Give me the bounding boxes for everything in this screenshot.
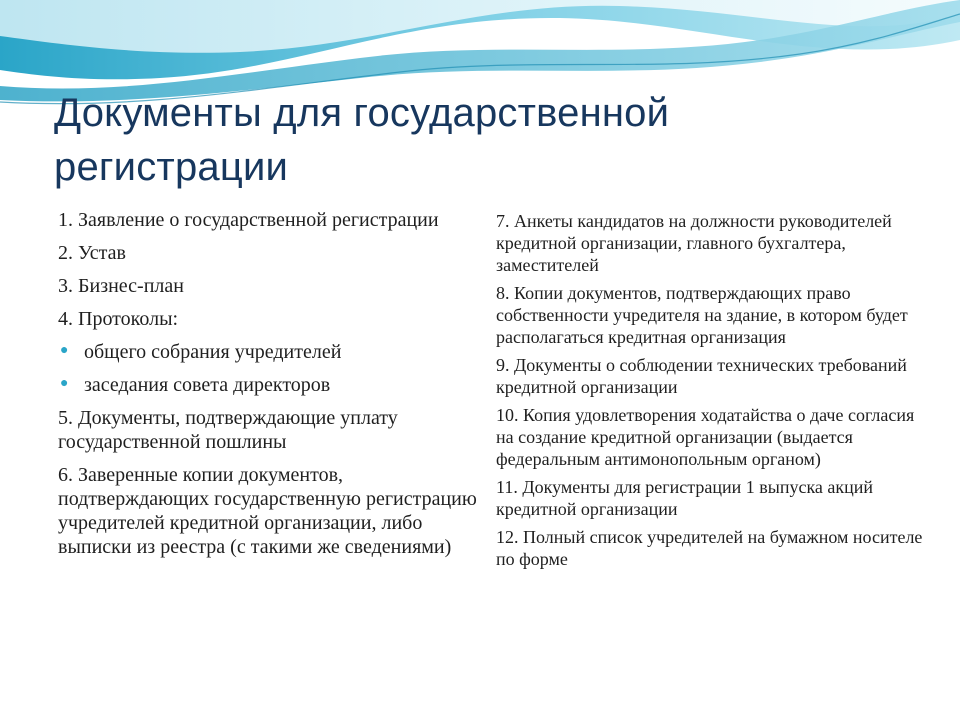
left-column [58,208,478,568]
sub-bullet-label: заседания совета директоров [84,374,331,396]
list-item-12: 12. Полный список учредителей на бумажном носителе по форме [496,527,923,569]
list-item-3: 3. Бизнес-план [58,275,184,297]
page-title: Документы для государственной регистрации [54,91,670,189]
list-item-4: 4. Протоколы: [58,308,179,330]
list-item-5: 5. Документы, подтверждающие уплату государственной пошлины [58,407,398,453]
sub-bullet-2 [58,373,478,397]
list-item-2: 2. Устав [58,242,126,264]
bullet-dot-icon: ● [60,376,69,391]
bullet-dot-icon: ● [60,343,69,358]
list-item-10: 10. Копия удовлетворения ходатайства о даче согласия на создание кредитной организации (выдается федеральным антимонопольным органом) [496,405,915,469]
list-item-11: 11. Документы для регистрации 1 выпуска акций кредитной организации [496,477,874,519]
list-item-9: 9. Документы о соблюдении технических требований кредитной организации [496,355,907,397]
list-item-6: 6. Заверенные копии документов, подтверждающих государственную регистрацию учредителей кредитной организации, либо выписки из реестра (с такими же сведениями) [58,464,477,558]
sub-bullet-1 [58,340,478,364]
sub-bullet-label: общего собрания учредителей [84,341,342,363]
list-item-7: 7. Анкеты кандидатов на должности руководителей кредитной организации, главного бухгалтера, заместителей [496,211,892,275]
right-column [496,210,936,576]
list-item-1: 1. Заявление о государственной регистрации [58,209,439,231]
list-item-8: 8. Копии документов, подтверждающих право собственности учредителя на здание, в котором будет располагаться кредитная организация [496,283,908,347]
